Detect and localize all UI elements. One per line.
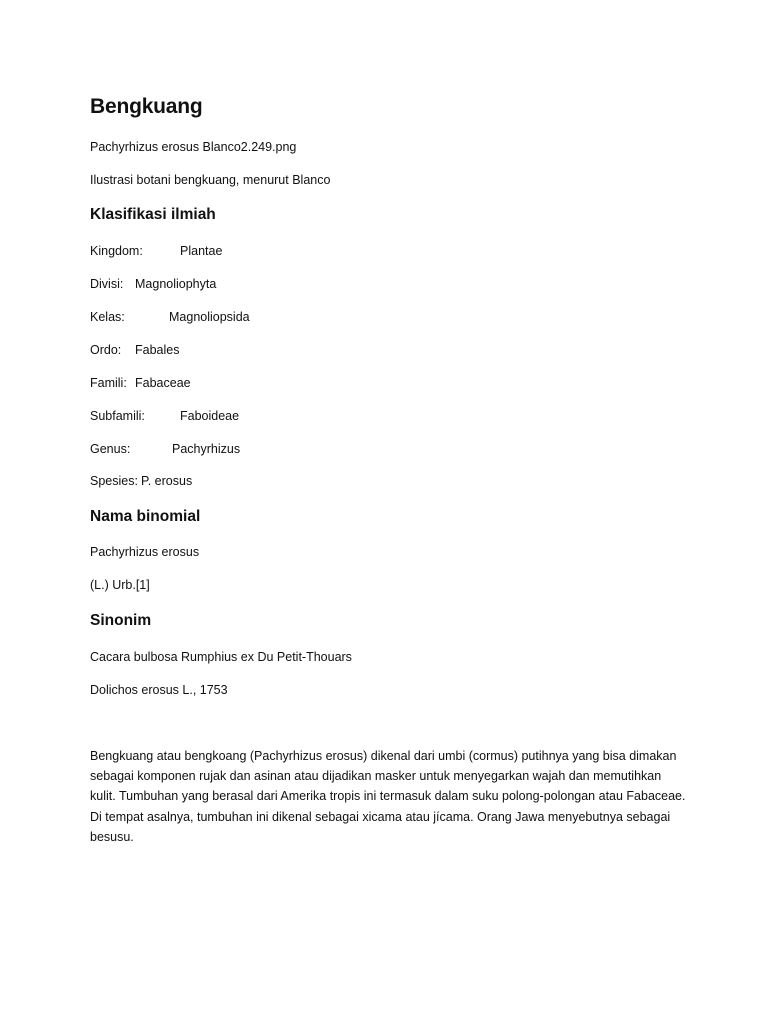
binomial-authority: (L.) Urb.[1] (90, 578, 150, 592)
row-label: Divisi: (90, 277, 124, 291)
row-value: P. erosus (141, 474, 193, 488)
row-label: Spesies: (90, 474, 138, 488)
row-value: Fabales (135, 343, 180, 357)
image-filename: Pachyrhizus erosus Blanco2.249.png (90, 140, 297, 154)
row-value: Fabaceae (135, 376, 191, 390)
classification-heading: Klasifikasi ilmiah (90, 206, 216, 223)
row-label: Ordo: (90, 343, 122, 357)
binomial-heading: Nama binomial (90, 508, 201, 525)
page-title: Bengkuang (90, 95, 203, 118)
row-value: Magnoliophyta (135, 277, 217, 291)
row-value: Magnoliopsida (169, 310, 250, 324)
row-label: Subfamili: (90, 409, 145, 423)
row-label: Genus: (90, 442, 131, 456)
row-value: Faboideae (180, 409, 240, 423)
row-value: Plantae (180, 244, 223, 258)
synonyms-heading: Sinonim (90, 612, 152, 629)
description-paragraph: Bengkuang atau bengkoang (Pachyrhizus erosus) dikenal dari umbi (cormus) putihnya yang bisa dimakan sebagai komponen rujak dan asinan atau dijadikan masker untuk menyegarkan wajah dan memutihkan kulit. Tumbuhan yang berasal dari Amerika tropis ini termasuk dalam suku polong-polongan atau Fabaceae. Di tempat asalnya, tumbuhan ini dikenal sebagai xicama atau jícama. Orang Jawa menyebutnya sebagai besusu. (90, 749, 686, 844)
row-value: Pachyrhizus (172, 442, 241, 456)
row-label: Famili: (90, 376, 127, 390)
synonym-item: Cacara bulbosa Rumphius ex Du Petit-Thouars (90, 650, 352, 664)
row-label: Kelas: (90, 310, 125, 324)
row-label: Kingdom: (90, 244, 143, 258)
synonym-item: Dolichos erosus L., 1753 (90, 683, 228, 697)
image-caption: Ilustrasi botani bengkuang, menurut Blanco (90, 173, 331, 187)
binomial-name: Pachyrhizus erosus (90, 545, 200, 559)
